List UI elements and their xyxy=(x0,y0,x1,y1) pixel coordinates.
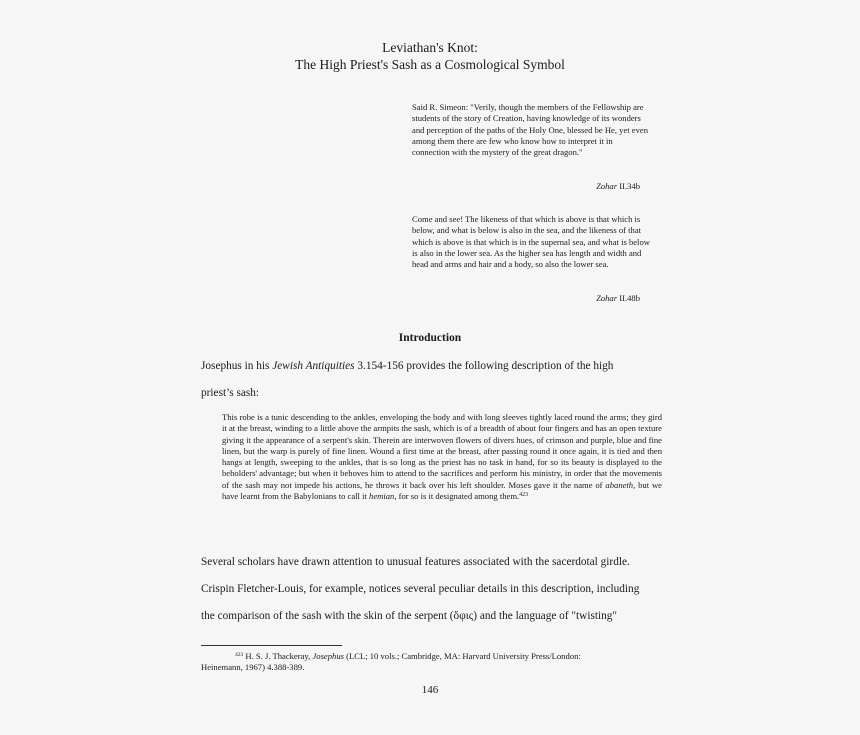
footnote-text: H. S. J. Thackeray, xyxy=(243,651,313,661)
title-line-1: Leviathan's Knot: xyxy=(382,40,478,55)
quote-text: , for so is it designated among them. xyxy=(394,491,520,502)
block-quote xyxy=(222,412,662,502)
footnote-number: 423 xyxy=(235,652,244,658)
footnote-text: (LCL; 10 vols.; Cambridge, MA: Harvard University Press/London: xyxy=(343,651,581,661)
citation-reference: II.48b xyxy=(617,293,640,303)
section-heading: Introduction xyxy=(398,332,462,344)
body-text: Josephus in his xyxy=(201,360,273,372)
page-number: 146 xyxy=(421,684,439,696)
footnote-work: Josephus xyxy=(312,651,344,661)
body-line-5: the comparison of the sash with the skin of the serpent (ὄφις) and the language of "twisting" xyxy=(201,610,618,622)
quote-term: abaneth xyxy=(605,479,634,490)
footnote-separator xyxy=(201,645,342,646)
epigraph-1-text: Said R. Simeon: "Verily, though the members of the Fellowship are students of the story of Creation, having knowledge of its wonders and perception of the paths of the Holy One, blessed be He, yet even among them there are few who know how to interpret it in connection with the mystery of the great dragon." xyxy=(412,102,649,158)
citation-source: Zohar xyxy=(596,181,618,191)
body-line-4: Crispin Fletcher-Louis, for example, notices several peculiar details in this description, including xyxy=(201,583,640,595)
epigraph-1-citation xyxy=(596,181,640,192)
body-text: 3.154-156 provides the following description of the high xyxy=(354,360,614,372)
footnote-indent xyxy=(201,651,235,661)
citation-source: Zohar xyxy=(596,293,618,303)
quote-term: hemian xyxy=(369,491,395,502)
title-line-2: The High Priest's Sash as a Cosmological Symbol xyxy=(295,57,565,72)
body-line-2: priest’s sash: xyxy=(201,387,260,399)
quote-text: This robe is a tunic descending to the ankles, enveloping the body and with long sleeves tightly laced round the arms; they gird it at the breast, winding to a little above the armpits the sash, which is of a breadth of about four fingers and has an open texture giving it the appearance of a serpent's skin. Therein are interwoven flowers of divers hues, of crimson and purple, blue and fine linen, but the warp is purely of fine linen. Wound a first time at the breast, after passing round it once again, it is tied and then hangs at length, sweeping to the ankles, that is so long as the priest has no task in hand, for so its beauty is displayed to the beholders' advantage; but when it behoves him to attend to the sacrifices and perform his ministry, in order that the movements of the sash may not impede his actions, he throws it back over his left shoulder. Moses gave it the name of xyxy=(222,412,662,490)
epigraph-2-text: Come and see! The likeness of that which is above is that which is below, and what is below is also in the sea, and the likeness of that which is above is that which is in the supernal sea, and what is below is also in the lower sea. As the higher sea has length and width and head and arms and hair and a body, so also the lower sea. xyxy=(412,214,650,270)
epigraph-2-citation xyxy=(596,293,640,304)
footnote-text: Heinemann, 1967) 4.388-389. xyxy=(201,662,305,673)
citation-reference: II.34b xyxy=(617,181,640,191)
quote-text: , but we have learnt from the Babylonians to call it xyxy=(222,479,662,502)
body-line-1 xyxy=(201,359,613,373)
body-line-3: Several scholars have drawn attention to unusual features associated with the sacerdotal girdle. xyxy=(201,556,630,568)
footnote xyxy=(201,651,661,674)
work-title: Jewish Antiquities xyxy=(272,360,355,372)
footnote-marker[interactable]: 423 xyxy=(519,492,529,499)
